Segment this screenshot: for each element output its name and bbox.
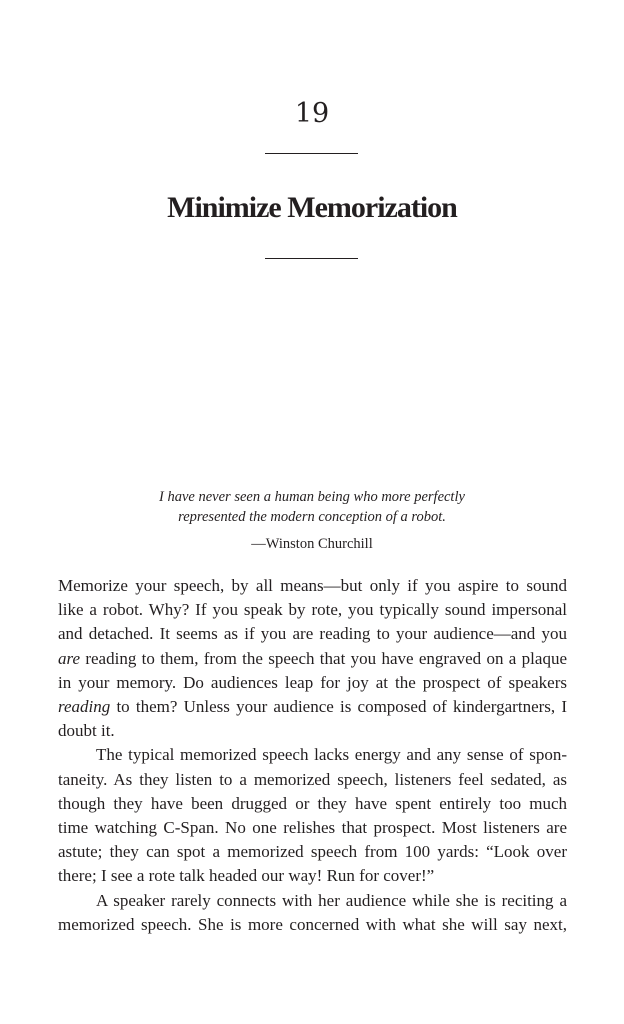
body-line: Memorize your speech, by all means—but only if you aspire to sound	[58, 576, 567, 595]
body-line-text: reading to them, from the speech that you have engraved on a plaque	[80, 648, 567, 668]
body-line: The typical memorized speech lacks energy and any sense of spon-	[96, 745, 567, 765]
body-line: and detached. It seems as if you are reading to your audience—and you	[58, 624, 567, 644]
epigraph-quote	[90, 487, 534, 527]
body-line: astute; they can spot a memorized speech from 100 yards: “Look over	[58, 842, 567, 862]
body-line: in your memory. Do audiences leap for joy at the prospect of speakers	[58, 672, 567, 692]
top-divider	[265, 153, 358, 154]
body-line	[58, 647, 567, 671]
bottom-divider	[265, 258, 358, 259]
body-text	[58, 574, 567, 937]
body-line: there; I see a rote talk headed our way! Run for cover!”	[58, 866, 435, 886]
epigraph-line: I have never seen a human being who more perfectly	[159, 489, 465, 505]
body-line: like a robot. Why? If you speak by rote, you typically sound impersonal	[58, 600, 567, 620]
body-line	[58, 695, 567, 719]
body-line: time watching C-Span. No one relishes that prospect. Most listeners are	[58, 818, 567, 838]
body-line: though they have been drugged or they have spent entirely too much	[58, 793, 567, 813]
body-line: doubt it.	[58, 721, 115, 741]
epigraph-attribution: —Winston Churchill	[251, 536, 373, 552]
body-line: A speaker rarely connects with her audience while she is reciting a	[96, 890, 567, 910]
emphasis: are	[58, 648, 81, 668]
body-line-text: to them? Unless your audience is composed of kindergartners, I	[110, 697, 567, 717]
chapter-title: Minimize Memorization	[167, 191, 457, 224]
emphasis: reading	[58, 697, 111, 717]
epigraph-line: represented the modern conception of a robot.	[178, 509, 446, 525]
body-line: memorized speech. She is more concerned with what she will say next,	[58, 914, 567, 934]
body-line: taneity. As they listen to a memorized speech, listeners feel sedated, as	[58, 769, 567, 789]
chapter-number: 19	[294, 98, 330, 129]
